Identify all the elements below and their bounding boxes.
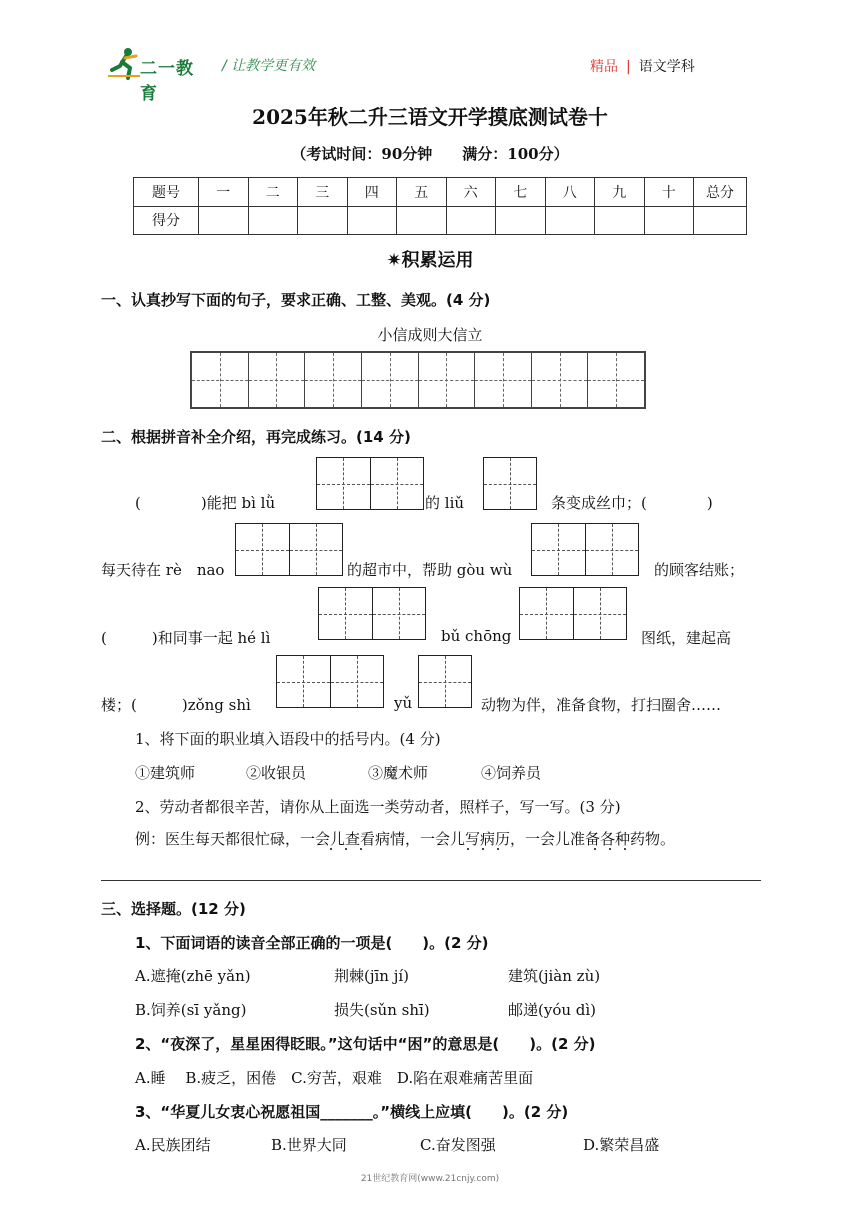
choice-question-1: 1、下面词语的读音全部正确的一项是( )。(2 分): [135, 934, 489, 952]
page-title: 2025年秋二升三语文开学摸底测试卷十: [252, 105, 608, 129]
pinyin-answer-box[interactable]: [519, 587, 627, 640]
runner-logo-icon: [106, 46, 144, 80]
writing-grid[interactable]: [190, 351, 646, 409]
passage-line-4a: 楼；( )zǒng shì: [101, 696, 251, 714]
logo-text: 二一教育: [140, 59, 194, 104]
table-cell: 九: [595, 178, 645, 207]
table-cell: 六: [446, 178, 496, 207]
passage-line-3a: ( )和同事一起 hé lì: [101, 629, 271, 647]
table-cell: 三: [298, 178, 348, 207]
pinyin-answer-box[interactable]: [483, 457, 537, 510]
table-cell: 四: [347, 178, 397, 207]
divider: [101, 880, 761, 881]
table-cell: 八: [545, 178, 595, 207]
table-row: [134, 178, 747, 207]
option-item: ①建筑师: [135, 764, 196, 782]
passage-line-2c: 的顾客结账；: [654, 561, 745, 579]
slogan: / 让教学更有效: [222, 58, 316, 74]
score-input-cell[interactable]: [397, 206, 447, 235]
subject-label: 语文学科: [638, 59, 695, 75]
passage-line-4b: yǔ: [394, 694, 413, 712]
passage-line-1b: 的 liǔ: [425, 494, 465, 512]
section-heading: ✷积累运用: [386, 250, 474, 271]
option-item: ②收银员: [246, 764, 307, 782]
choice-option: 建筑(jiàn zù): [508, 967, 601, 985]
choice-question-2: 2、“夜深了，星星困得眨眼。”这句话中“困”的意思是( )。(2 分): [135, 1035, 596, 1053]
choice-option: A.民族团结: [135, 1136, 211, 1154]
choice-options: A.睡 B.疲乏，困倦 C.穷苦，艰难 D.陷在艰难痛苦里面: [135, 1069, 534, 1087]
choice-option: B.世界大同: [271, 1136, 347, 1154]
sub-question-1: 1、将下面的职业填入语段中的括号内。(4 分): [135, 730, 441, 748]
choice-option: C.奋发图强: [420, 1136, 496, 1154]
choice-option: B.饲养(sī yǎng): [135, 1001, 247, 1019]
pinyin-answer-box[interactable]: [316, 457, 424, 510]
score-input-cell[interactable]: [199, 206, 249, 235]
table-cell: 得分: [134, 206, 199, 235]
choice-option: 损失(sǔn shī): [334, 1001, 430, 1019]
pinyin-answer-box[interactable]: [531, 523, 639, 576]
passage-line-3b: bǔ chōng: [441, 627, 512, 645]
score-input-cell[interactable]: [347, 206, 397, 235]
table-cell: 七: [496, 178, 546, 207]
passage-line-2a: 每天待在 rè nao: [101, 561, 225, 579]
choice-option: A.遮掩(zhē yǎn): [135, 967, 251, 985]
passage-line-1c: 条变成丝巾；( ): [551, 494, 713, 512]
score-input-cell[interactable]: [644, 206, 694, 235]
choice-option: 邮递(yóu dì): [508, 1001, 597, 1019]
quality-label: 精品: [590, 59, 618, 75]
logo: [106, 46, 211, 104]
score-input-cell[interactable]: [496, 206, 546, 235]
choice-option: 荆棘(jīn jí): [334, 967, 410, 985]
table-cell: 五: [397, 178, 447, 207]
table-cell: 题号: [134, 178, 199, 207]
table-cell: 十: [644, 178, 694, 207]
score-input-cell[interactable]: [298, 206, 348, 235]
pinyin-answer-box[interactable]: [418, 655, 472, 708]
table-row: [134, 206, 747, 235]
score-table: [133, 177, 747, 235]
example-sentence: 例：医生每天都很忙碌，一会儿查看病情，一会儿写病历，一会儿准备各种药物。: [135, 830, 676, 848]
passage-line-2b: 的超市中，帮助 gòu wù: [347, 561, 513, 579]
header-right: 精品 | 语文学科: [590, 59, 695, 75]
table-cell: 总分: [694, 178, 747, 207]
option-item: ④饲养员: [481, 764, 542, 782]
footer: 21世纪教育网(www.21cnjy.com): [360, 1174, 500, 1184]
choice-question-3: 3、“华夏儿女衷心祝愿祖国_______。”横线上应填( )。(2 分): [135, 1103, 569, 1121]
sub-question-2: 2、劳动者都很辛苦，请你从上面选一类劳动者，照样子，写一写。(3 分): [135, 798, 621, 816]
question-1-heading: 一、认真抄写下面的句子，要求正确、工整、美观。(4 分): [101, 291, 491, 309]
question-3-heading: 三、选择题。(12 分): [101, 900, 246, 918]
pinyin-answer-box[interactable]: [318, 587, 426, 640]
pinyin-answer-box[interactable]: [235, 523, 343, 576]
passage-line-3c: 图纸，建起高: [641, 629, 732, 647]
score-input-cell[interactable]: [248, 206, 298, 235]
score-input-cell[interactable]: [545, 206, 595, 235]
choice-option: D.繁荣昌盛: [583, 1136, 660, 1154]
question-2-heading: 二、根据拼音补全介绍，再完成练习。(14 分): [101, 428, 411, 446]
passage-line-4c: 动物为伴，准备食物，打扫圈舍……: [481, 696, 722, 714]
table-cell: 一: [199, 178, 249, 207]
score-input-cell[interactable]: [595, 206, 645, 235]
option-item: ③魔术师: [368, 764, 429, 782]
exam-info: （考试时间：90分钟 满分：100分）: [291, 145, 569, 163]
pinyin-answer-box[interactable]: [276, 655, 384, 708]
score-input-cell[interactable]: [446, 206, 496, 235]
score-input-cell[interactable]: [694, 206, 747, 235]
passage-line-1a: ( )能把 bì lǜ: [135, 494, 276, 512]
copy-sentence: 小信成则大信立: [377, 326, 483, 344]
table-cell: 二: [248, 178, 298, 207]
